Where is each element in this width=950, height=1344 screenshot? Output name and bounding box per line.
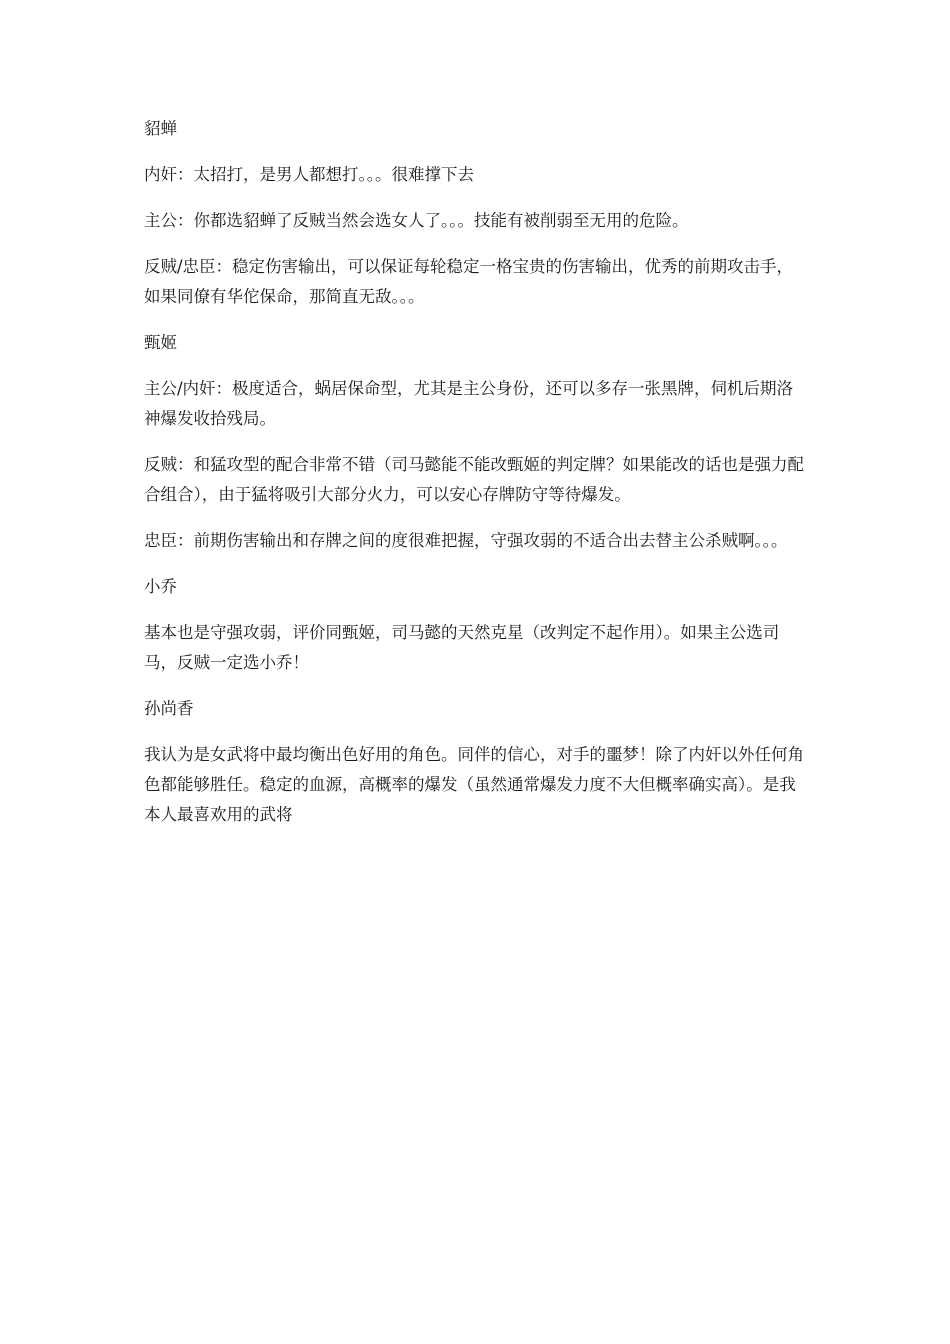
paragraph: 主公：你都选貂蝉了反贼当然会选女人了。。。技能有被削弱至无用的危险。 (144, 211, 689, 230)
paragraph: 基本也是守强攻弱，评价同甄姬，司马懿的天然克星（改判定不起作用）。如果主公选司马，反贼一定选小乔！ (144, 623, 780, 672)
paragraph: 内奸：太招打，是男人都想打。。。很难撑下去 (144, 165, 474, 184)
paragraph: 忠臣：前期伤害输出和存牌之间的度很难把握，守强攻弱的不适合出去替主公杀贼啊。。。 (144, 531, 788, 550)
paragraph: 反贼：和猛攻型的配合非常不错（司马懿能不能改甄姬的判定牌？如果能改的话也是强力配合组合），由于猛将吸引大部分火力，可以安心存牌防守等待爆发。 (144, 455, 804, 504)
paragraph: 主公/内奸：极度适合，蜗居保命型，尤其是主公身份，还可以多存一张黑牌，伺机后期洛神爆发收拾残局。 (144, 379, 794, 428)
paragraph: 反贼/忠臣：稳定伤害输出，可以保证每轮稳定一格宝贵的伤害输出，优秀的前期攻击手，如果同僚有华佗保命，那简直无敌。。。 (144, 257, 794, 306)
section-heading-diaochan: 貂蝉 (144, 119, 177, 138)
section-heading-sunshangxiang: 孙尚香 (144, 699, 194, 718)
section-heading-xiaoqiao: 小乔 (144, 577, 177, 596)
section-heading-zhenji: 甄姬 (144, 333, 177, 352)
document-body (144, 114, 806, 846)
paragraph: 我认为是女武将中最均衡出色好用的角色。同伴的信心，对手的噩梦！除了内奸以外任何角色都能够胜任。稳定的血源，高概率的爆发（虽然通常爆发力度不大但概率确实高）。是我本人最喜欢用的武将 (144, 745, 804, 824)
